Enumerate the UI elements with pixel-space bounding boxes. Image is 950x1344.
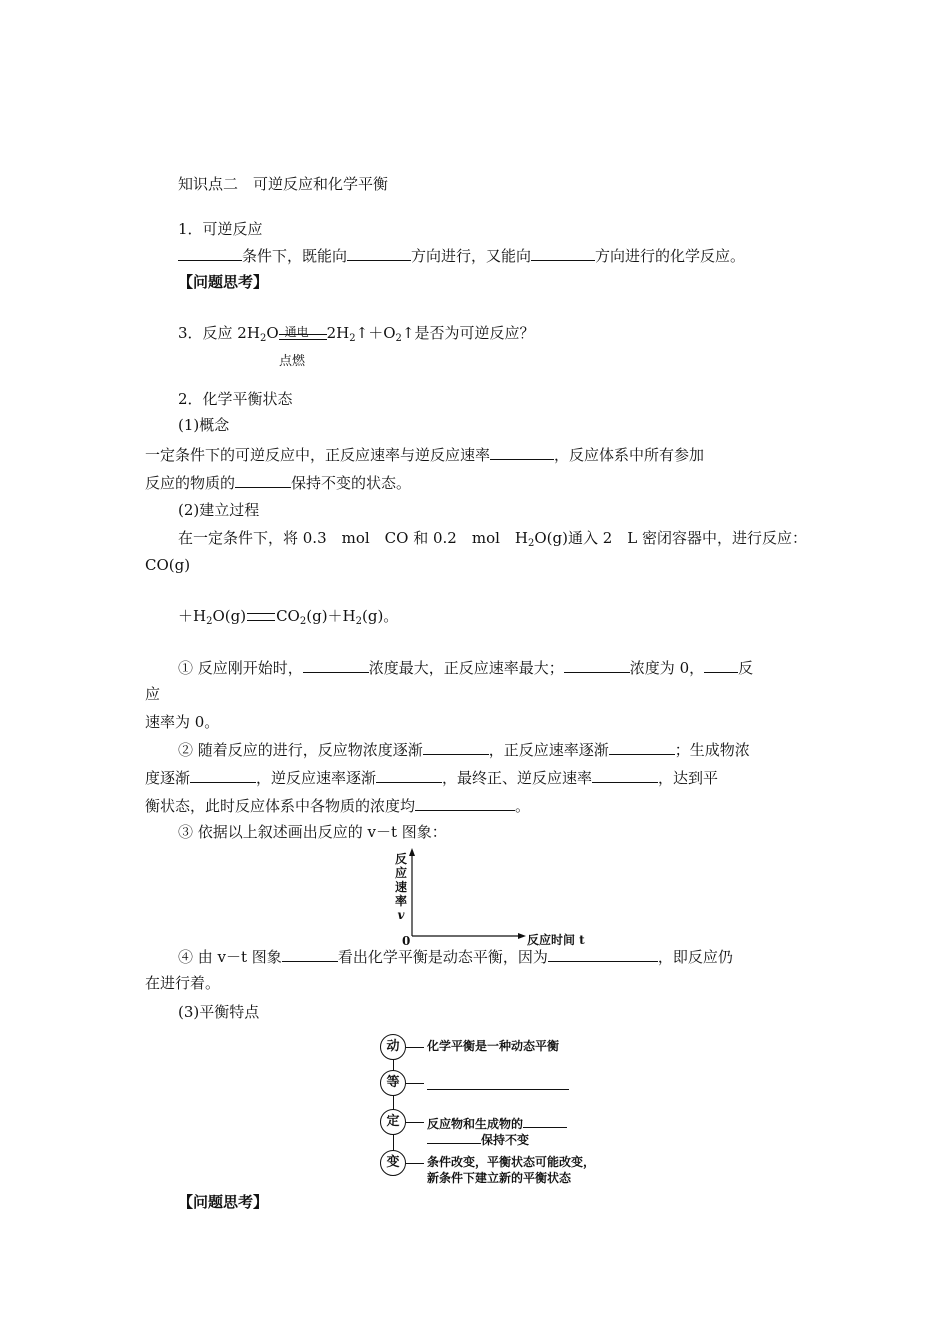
blank[interactable] bbox=[190, 767, 256, 783]
y-axis-label: 反 应 速 率 v bbox=[394, 852, 407, 922]
blank[interactable] bbox=[376, 767, 442, 783]
blank[interactable] bbox=[592, 767, 658, 783]
blank[interactable] bbox=[415, 795, 515, 811]
feature-deng: 等 bbox=[380, 1070, 406, 1096]
v-t-graph bbox=[360, 846, 600, 946]
feature-bian: 变 bbox=[380, 1150, 406, 1176]
blank[interactable] bbox=[303, 657, 369, 673]
blank[interactable] bbox=[347, 245, 411, 261]
item-1-line1: ① 反应刚开始时， 浓度最大，正反应速率最大； 浓度为 0， 反 bbox=[178, 659, 754, 677]
x-axis-label: 反应时间 t bbox=[527, 933, 585, 947]
question-think-heading: 【问题思考】 bbox=[178, 273, 269, 291]
item-1-line3: 速率为 0。 bbox=[145, 713, 220, 731]
build-text-line1: 在一定条件下，将 0.3 mol CO 和 0.2 mol $H_2O(g)$通入 2 L 密闭容器中，进行反应： bbox=[178, 529, 808, 549]
blank[interactable] bbox=[548, 946, 658, 962]
origin-label: 0 bbox=[402, 934, 411, 948]
bottom-condition: 点燃 bbox=[279, 354, 306, 369]
features-diagram bbox=[375, 1030, 635, 1190]
question-3: 3．反应 $2H_2O$ 通电 $2H_2↑+O_2↑$是否为可逆反应？ bbox=[178, 324, 535, 344]
s1-text: 条件下，既能向 方向进行，又能向 方向进行的化学反应。 bbox=[178, 245, 843, 266]
item-1-line2: 应 bbox=[145, 685, 161, 703]
feature-ding-text2: 保持不变 bbox=[427, 1128, 529, 1148]
feature-dong-text: 化学平衡是一种动态平衡 bbox=[427, 1039, 560, 1053]
feature-ding-text: 反应物和生成物的 bbox=[427, 1112, 567, 1132]
blank[interactable] bbox=[235, 472, 291, 488]
feature-deng-blank[interactable] bbox=[427, 1074, 569, 1094]
item-2-line1: ② 随着反应的进行，反应物浓度逐渐 ，正反应速率逐渐 ；生成物浓 bbox=[178, 741, 750, 759]
feature-dong: 动 bbox=[380, 1034, 406, 1060]
reaction-arrow: 通电 bbox=[279, 324, 327, 344]
concept-text-line2: 反应的物质的 保持不变的状态。 bbox=[145, 474, 412, 492]
feature-ding: 定 bbox=[380, 1109, 406, 1135]
item-3: ③ 依据以上叙述画出反应的 v－t 图象： bbox=[178, 823, 447, 841]
equilibrium-arrow bbox=[247, 613, 275, 621]
blank[interactable] bbox=[704, 657, 738, 673]
section-title: 知识点二 可逆反应和化学平衡 bbox=[178, 175, 389, 193]
blank[interactable] bbox=[564, 657, 630, 673]
feature-bian-text: 条件改变，平衡状态可能改变， bbox=[427, 1155, 596, 1169]
blank[interactable] bbox=[423, 739, 489, 755]
reaction-equation: $+H_2O(g)$ $CO_2(g)+H_2(g)$。 bbox=[178, 607, 399, 627]
blank[interactable] bbox=[531, 245, 595, 261]
build-text-line2: CO(g) bbox=[145, 556, 191, 574]
s1-heading: 1．可逆反应 bbox=[178, 220, 263, 238]
item-4-line2: 在进行着。 bbox=[145, 974, 221, 992]
concept-text-line1: 一定条件下的可逆反应中，正反应速率与逆反应速率 ，反应体系中所有参加 bbox=[145, 446, 705, 464]
item-2-line3: 衡状态，此时反应体系中各物质的浓度均 。 bbox=[145, 797, 531, 815]
features-label: (3)平衡特点 bbox=[178, 1003, 260, 1021]
blank[interactable] bbox=[282, 946, 338, 962]
item-4-line1: ④ 由 v－t 图象 看出化学平衡是动态平衡，因为 ，即反应仍 bbox=[178, 948, 733, 966]
blank[interactable] bbox=[609, 739, 675, 755]
blank[interactable] bbox=[490, 444, 554, 460]
question-think-heading-2: 【问题思考】 bbox=[178, 1193, 269, 1211]
blank[interactable] bbox=[178, 245, 242, 261]
s2-heading: 2．化学平衡状态 bbox=[178, 390, 293, 408]
build-label: (2)建立过程 bbox=[178, 501, 260, 519]
concept-label: (1)概念 bbox=[178, 416, 230, 434]
feature-bian-text2: 新条件下建立新的平衡状态 bbox=[427, 1171, 572, 1185]
item-2-line2: 度逐渐 ，逆反应速率逐渐 ，最终正、逆反应速率 ，达到平 bbox=[145, 769, 719, 787]
